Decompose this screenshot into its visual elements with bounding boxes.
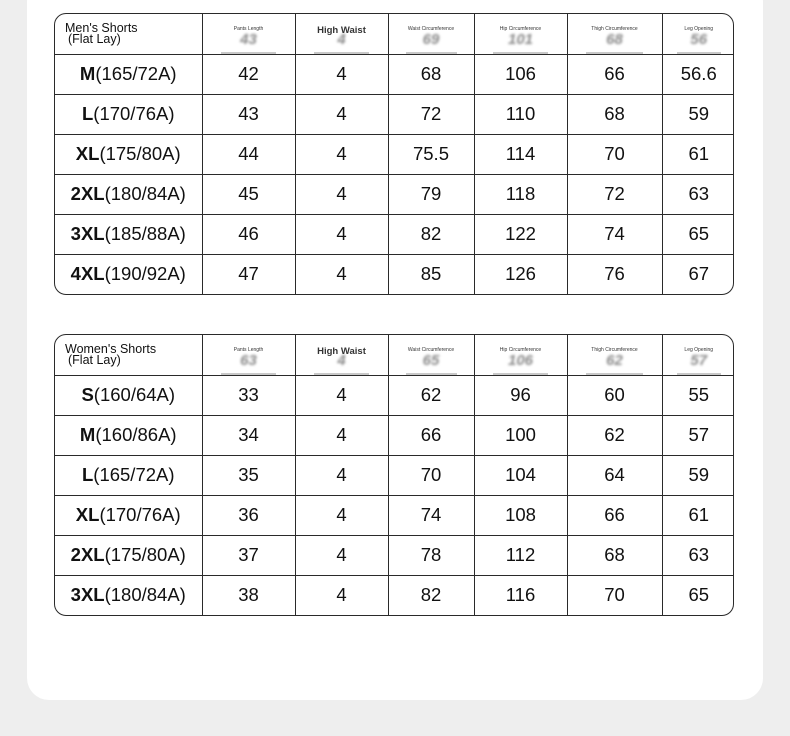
column-header-blurred-value: 56	[690, 31, 708, 48]
measurement-cell: 4	[295, 134, 388, 174]
column-header-blurred-value: 57	[690, 352, 708, 369]
measurement-cell: 122	[474, 214, 567, 254]
table-row	[55, 214, 734, 254]
column-header-label: Leg Opening	[684, 26, 714, 32]
header-underline	[586, 52, 642, 54]
measurement-cell: 82	[388, 214, 474, 254]
size-label: 2XL	[70, 183, 105, 204]
measurement-cell: 68	[567, 535, 662, 575]
size-cell	[55, 455, 202, 495]
table-row	[55, 254, 734, 294]
size-label: S	[81, 384, 94, 405]
measurement-cell: 76	[567, 254, 662, 294]
measurement-cell: 4	[295, 415, 388, 455]
measurement-cell: 61	[662, 134, 734, 174]
measurement-cell: 4	[295, 94, 388, 134]
size-cell	[55, 495, 202, 535]
column-header	[662, 335, 734, 375]
column-header-blurred-value: 101	[507, 31, 534, 48]
measurement-cell: 37	[202, 535, 295, 575]
column-header	[295, 335, 388, 375]
size-label: M	[79, 424, 96, 445]
column-header	[662, 14, 734, 54]
column-header	[474, 335, 567, 375]
measurement-cell: 4	[295, 214, 388, 254]
measurement-cell: 85	[388, 254, 474, 294]
table-row	[55, 495, 734, 535]
column-header-label: Hip Circumference	[499, 347, 542, 353]
size-cell	[55, 575, 202, 615]
header-underline	[677, 373, 721, 375]
size-label: M	[79, 63, 96, 84]
measurement-cell: 106	[474, 54, 567, 94]
header-underline	[221, 52, 276, 54]
table-row	[55, 174, 734, 214]
measurement-cell: 4	[295, 174, 388, 214]
size-spec: (160/64A)	[93, 384, 176, 405]
column-header-label: Pants Length	[233, 347, 264, 353]
header-underline	[493, 373, 548, 375]
column-header-blurred-value: 68	[606, 31, 623, 48]
column-header-blurred-value: 4	[337, 352, 346, 369]
table-title-line2: (Flat Lay)	[68, 352, 121, 367]
measurement-cell: 82	[388, 575, 474, 615]
header-underline	[586, 373, 642, 375]
column-header-label: Waist Circumference	[407, 26, 455, 32]
size-spec: (185/88A)	[104, 223, 186, 244]
table-title	[55, 14, 202, 54]
measurement-cell: 72	[388, 94, 474, 134]
header-underline	[221, 373, 276, 375]
column-header	[567, 335, 662, 375]
header-underline	[493, 52, 548, 54]
column-header-label: Waist Circumference	[407, 347, 455, 353]
column-header	[567, 14, 662, 54]
measurement-cell: 65	[662, 214, 734, 254]
measurement-cell: 4	[295, 375, 388, 415]
measurement-cell: 67	[688, 263, 710, 285]
mens-size-table	[54, 13, 734, 295]
column-header-blurred-value: 106	[507, 352, 534, 369]
column-header-label: Pants Length	[233, 26, 264, 32]
table-row	[55, 134, 734, 174]
size-spec: (160/86A)	[95, 424, 177, 445]
measurement-cell: 108	[474, 495, 567, 535]
measurement-cell: 68	[388, 54, 474, 94]
column-header-blurred-value: 62	[606, 352, 623, 369]
size-spec: (180/84A)	[104, 183, 186, 204]
size-spec: (170/76A)	[99, 504, 181, 525]
measurement-cell: 38	[202, 575, 295, 615]
table-row	[55, 575, 734, 615]
table-row	[55, 455, 734, 495]
table-title-line1: Women's Shorts	[65, 341, 157, 356]
measurement-cell: 68	[567, 94, 662, 134]
measurement-cell: 70	[388, 455, 474, 495]
measurement-cell: 66	[388, 415, 474, 455]
column-header	[202, 14, 295, 54]
measurement-cell: 46	[202, 214, 295, 254]
column-header-label: High Waist	[317, 346, 366, 357]
size-cell	[55, 134, 202, 174]
measurement-cell: 66	[567, 495, 662, 535]
size-cell	[55, 94, 202, 134]
measurement-cell: 96	[474, 375, 567, 415]
size-label: L	[81, 103, 94, 124]
size-spec: (165/72A)	[95, 63, 177, 84]
measurement-cell: 36	[202, 495, 295, 535]
measurement-cell: 4	[295, 54, 388, 94]
measurement-cell: 43	[202, 94, 295, 134]
header-underline	[406, 373, 457, 375]
measurement-cell: 56.6	[662, 54, 734, 94]
measurement-cell: 61	[662, 495, 734, 535]
column-header	[388, 14, 474, 54]
size-label: XL	[75, 143, 100, 164]
measurement-cell: 45	[202, 174, 295, 214]
table-row	[55, 375, 734, 415]
measurement-cell: 65	[688, 584, 710, 606]
column-header-blurred-value: 4	[337, 31, 346, 48]
measurement-cell: 66	[567, 54, 662, 94]
size-cell	[55, 214, 202, 254]
header-underline	[406, 52, 457, 54]
measurement-cell: 62	[567, 415, 662, 455]
size-label: 4XL	[70, 263, 105, 285]
measurement-cell: 110	[474, 94, 567, 134]
size-spec: (165/72A)	[93, 464, 175, 485]
column-header-label: Thigh Circumference	[591, 347, 638, 353]
measurement-cell: 4	[295, 254, 388, 294]
size-label: XL	[75, 504, 100, 525]
measurement-cell: 114	[474, 134, 567, 174]
size-label: 3XL	[70, 584, 105, 606]
column-header	[388, 335, 474, 375]
size-cell	[55, 254, 202, 294]
measurement-cell: 126	[474, 254, 567, 294]
column-header	[474, 14, 567, 54]
measurement-cell: 44	[202, 134, 295, 174]
measurement-cell: 4	[295, 575, 388, 615]
table-title-line2: (Flat Lay)	[68, 31, 121, 46]
measurement-cell: 74	[388, 495, 474, 535]
measurement-cell: 60	[567, 375, 662, 415]
measurement-cell: 104	[474, 455, 567, 495]
measurement-cell: 33	[202, 375, 295, 415]
measurement-cell: 78	[388, 535, 474, 575]
size-spec: (180/84A)	[104, 584, 186, 606]
measurement-cell: 72	[567, 174, 662, 214]
measurement-cell: 63	[662, 174, 734, 214]
measurement-cell: 100	[474, 415, 567, 455]
table-title	[55, 335, 202, 375]
column-header	[202, 335, 295, 375]
measurement-cell: 63	[662, 535, 734, 575]
measurement-cell: 112	[474, 535, 567, 575]
womens-size-table	[54, 334, 734, 616]
measurement-cell: 70	[567, 134, 662, 174]
measurement-cell: 118	[474, 174, 567, 214]
measurement-cell: 70	[567, 575, 662, 615]
measurement-cell: 79	[388, 174, 474, 214]
table-header-row	[55, 14, 734, 54]
column-header	[295, 14, 388, 54]
measurement-cell: 57	[662, 415, 734, 455]
table-row	[55, 535, 734, 575]
column-header-label: Thigh Circumference	[591, 26, 638, 32]
size-spec: (175/80A)	[104, 544, 186, 565]
table-header-row	[55, 335, 734, 375]
size-label: L	[81, 464, 94, 485]
measurement-cell: 4	[295, 495, 388, 535]
table-row	[55, 54, 734, 94]
column-header-label: Leg Opening	[684, 347, 714, 353]
measurement-cell: 59	[662, 94, 734, 134]
header-underline	[314, 52, 369, 54]
header-underline	[677, 52, 721, 54]
measurement-cell: 74	[567, 214, 662, 254]
size-label: 2XL	[70, 544, 105, 565]
size-cell	[55, 535, 202, 575]
measurement-cell: 75.5	[388, 134, 474, 174]
header-underline	[314, 373, 369, 375]
column-header-blurred-value: 43	[240, 31, 257, 48]
measurement-cell: 47	[202, 254, 295, 294]
table-row	[55, 94, 734, 134]
table-row	[55, 415, 734, 455]
measurement-cell: 64	[567, 455, 662, 495]
column-header-blurred-value: 69	[422, 31, 440, 48]
column-header-label: High Waist	[317, 25, 366, 36]
size-spec: (170/76A)	[93, 103, 175, 124]
column-header-blurred-value: 63	[240, 352, 257, 369]
measurement-cell: 4	[295, 535, 388, 575]
measurement-cell: 55	[662, 375, 734, 415]
measurement-cell: 42	[202, 54, 295, 94]
size-cell	[55, 174, 202, 214]
table-title-line1: Men's Shorts	[65, 20, 138, 35]
measurement-cell: 62	[388, 375, 474, 415]
column-header-blurred-value: 65	[422, 352, 440, 369]
measurement-cell: 4	[295, 455, 388, 495]
measurement-cell: 35	[202, 455, 295, 495]
size-spec: (175/80A)	[99, 143, 181, 164]
size-cell	[55, 375, 202, 415]
measurement-cell: 116	[474, 575, 567, 615]
measurement-cell: 59	[662, 455, 734, 495]
column-header-label: Hip Circumference	[499, 26, 542, 32]
size-cell	[55, 54, 202, 94]
size-label: 3XL	[70, 223, 105, 244]
size-spec: (190/92A)	[104, 263, 186, 285]
measurement-cell: 34	[202, 415, 295, 455]
size-cell	[55, 415, 202, 455]
